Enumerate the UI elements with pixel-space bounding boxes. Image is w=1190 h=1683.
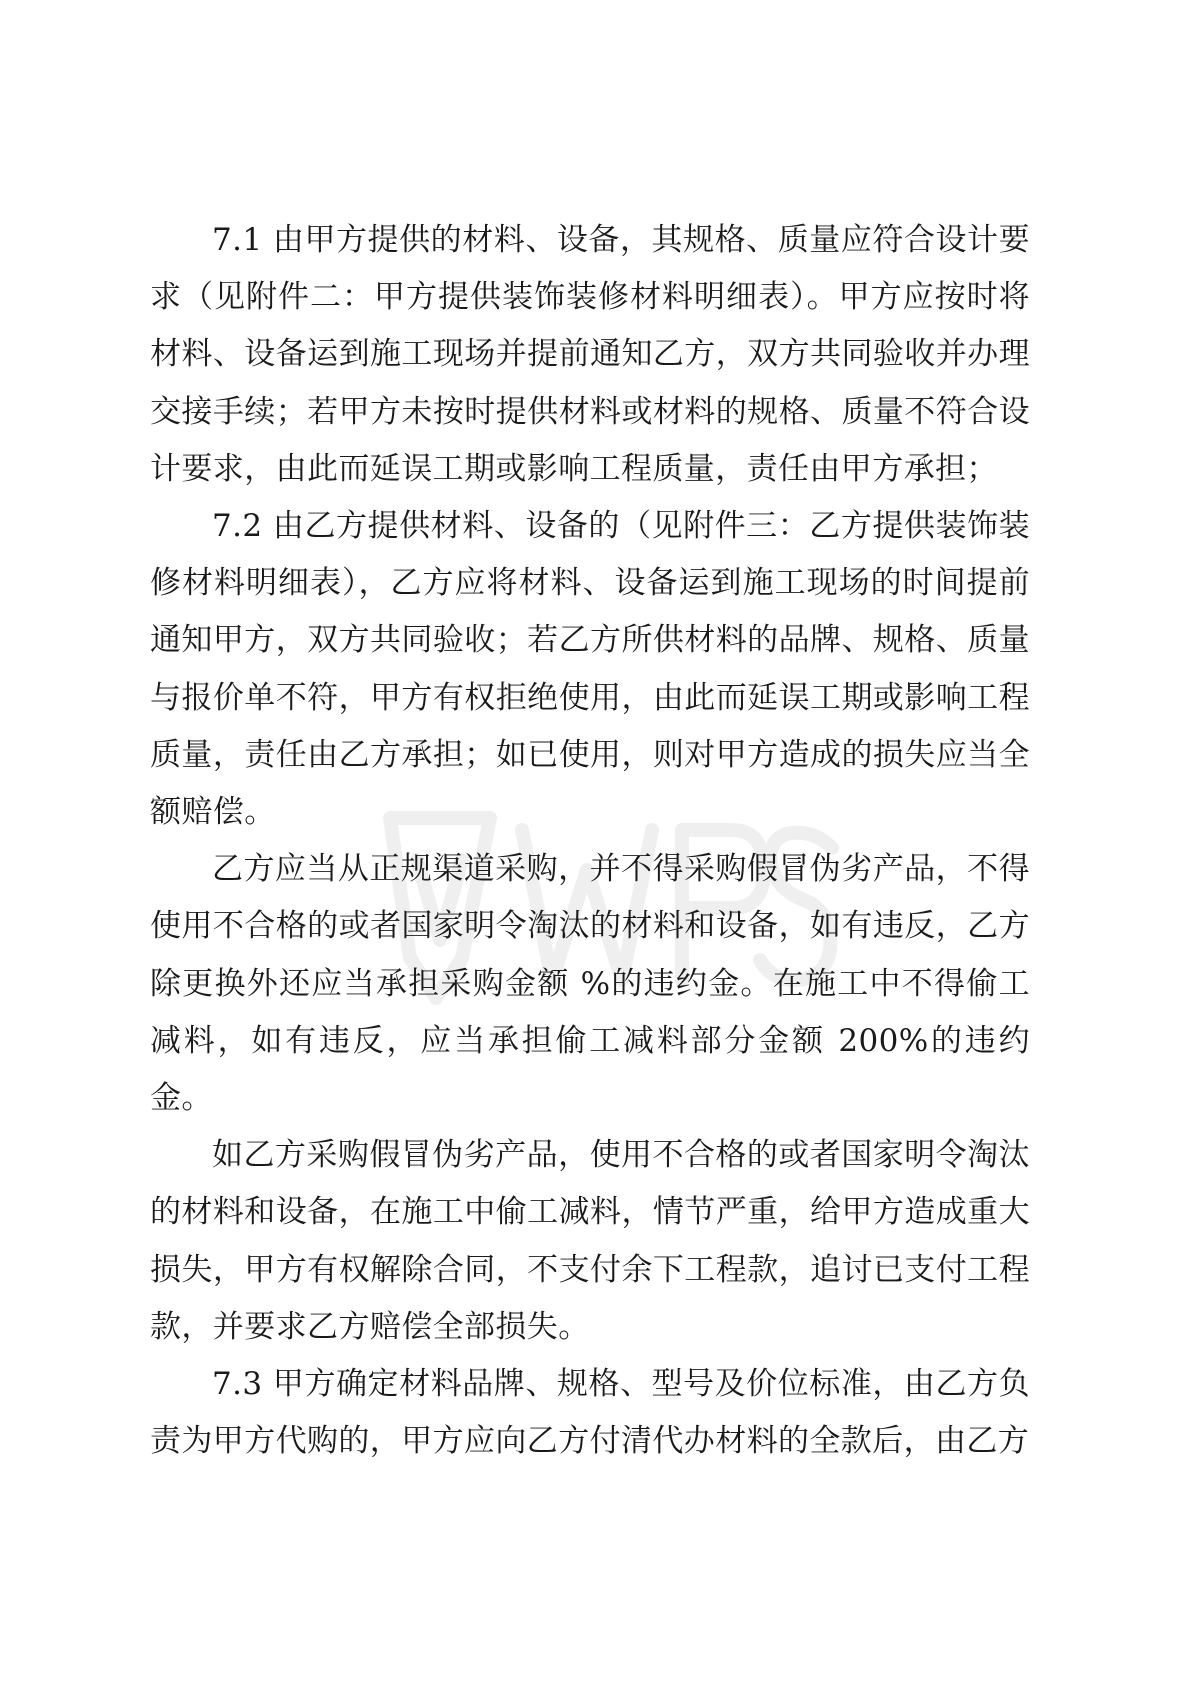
document-body xyxy=(150,212,1030,1470)
paragraph-termination: 如乙方采购假冒伪劣产品，使用不合格的或者国家明令淘汰的材料和设备，在施工中偷工减料，情节严重，给甲方造成重大损失，甲方有权解除合同，不支付余下工程款，追讨已支付工程款，并要求乙方赔偿全部损失。 xyxy=(150,1137,1030,1345)
paragraph-7-2: 7.2 由乙方提供材料、设备的（见附件三：乙方提供装饰装修材料明细表），乙方应将材料、设备运到施工现场的时间提前通知甲方，双方共同验收；若乙方所供材料的品牌、规格、质量与报价单不符，甲方有权拒绝使用，由此而延误工期或影响工程质量，责任由乙方承担；如已使用，则对甲方造成的损失应当全额赔偿。 xyxy=(150,508,1030,831)
paragraph-procurement: 乙方应当从正规渠道采购，并不得采购假冒伪劣产品，不得使用不合格的或者国家明令淘汰的材料和设备，如有违反，乙方除更换外还应当承担采购金额 %的违约金。在施工中不得偷工减料，如有违反，应当承担偷工减料部分金额 200%的违约金。 xyxy=(150,851,1030,1117)
paragraph-7-3: 7.3 甲方确定材料品牌、规格、型号及价位标准，由乙方负责为甲方代购的，甲方应向乙方付清代办材料的全款后，由乙方 xyxy=(150,1366,1030,1460)
paragraph-7-1: 7.1 由甲方提供的材料、设备，其规格、质量应符合设计要求（见附件二：甲方提供装饰装修材料明细表）。甲方应按时将材料、设备运到施工现场并提前通知乙方，双方共同验收并办理交接手续；若甲方未按时提供材料或材料的规格、质量不符合设计要求，由此而延误工期或影响工程质量，责任由甲方承担； xyxy=(150,222,1030,487)
